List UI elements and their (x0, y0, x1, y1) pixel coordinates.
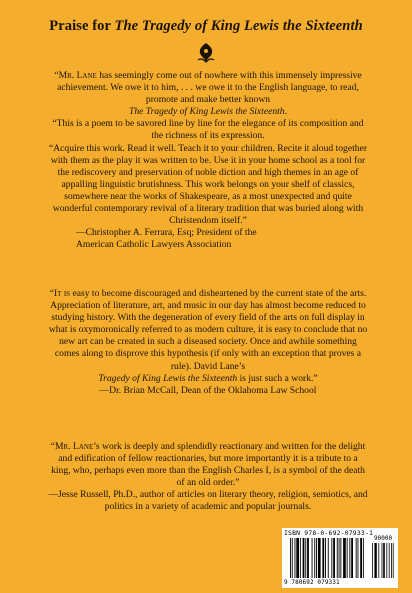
barcode-bar (318, 538, 321, 578)
quote-ferrara-p1-end: . (284, 106, 288, 118)
quote-mccall-attribution: —Dr. Brian McCall, Dean of the Oklahoma Law School (99, 384, 317, 396)
barcode-bar (295, 538, 296, 578)
addon-barcode-bar (374, 543, 376, 578)
quote-russell-text: ’s work is deeply and splendidly reactionary and written for the delight and edification of fellow reactionaries, but more importantly it is a tribute to a king, who, perhaps even more than the English Charles I, is a symbol of the death of an old order.” (51, 441, 366, 489)
barcode-bar (316, 538, 317, 578)
quote-ferrara (48, 70, 368, 251)
addon-barcode-bar (386, 543, 387, 578)
barcode-bar (358, 538, 359, 578)
addon-barcode-bar (383, 543, 385, 578)
addon-barcode-bar (372, 543, 373, 578)
barcode-bar (351, 538, 353, 578)
barcode-bar (303, 538, 305, 578)
quote-ferrara-attribution-1: —Christopher A. Ferrara, Esq; President of the (76, 227, 257, 239)
barcode-bar (356, 538, 357, 578)
addon-barcode-bar (389, 543, 390, 578)
barcode-bar (312, 538, 313, 578)
quote-mccall-end: is just such a work.” (237, 372, 318, 384)
quote-russell-attribution: —Jesse Russell, Ph.D., author of articles on literary theory, religion, semiotics, and politics in a variety of academic and popular journals. (48, 489, 368, 513)
barcode-bar (328, 538, 329, 578)
quote-mccall-book-title: Tragedy of King Lewis the Sixteenth (98, 372, 238, 384)
barcode-bar (333, 538, 335, 578)
barcode-bar (360, 538, 362, 578)
barcode-bar (292, 538, 293, 578)
quote-mccall-body: “It is easy to become discouraged and disheartened by the current state of the arts. Appreciation of literature, art, and music in our day has almost become reduced to studying history. With the degeneration of every field of the arts on full display in what is oxymoronically referred to as modern culture, it is easy to conclude that no new art can be created in such a diseased society. Once and awhile something comes along to disprove this hypothesis (if only with an exception that proves a rule). David Lane’s Tragedy of King Lewis the Sixteenth is just such a work.” (48, 288, 368, 384)
addon-barcode-bar (391, 543, 392, 578)
quote-ferrara-book-title: The Tragedy of King Lewis the Sixteenth (128, 106, 285, 118)
quote-ferrara-p3: “Acquire this work. Read it well. Teach it to your children. Recite it aloud together with them as the play it was written to be. Use it in your home school as a tool for the rediscovery and preservation of noble diction and high themes in an age of appalling linguistic brutishness. This work belongs on your shelf of classics, somewhere near the works of Shakespeare, as a most unexpected and quite wonderful contemporary revival of a literary tradition that was buried along with Christendom itself.” (48, 142, 368, 227)
book-title: The Tragedy of King Lewis the Sixteenth (114, 18, 363, 34)
barcode-bar (343, 538, 346, 578)
barcode-bar (337, 538, 338, 578)
barcode-bar (340, 538, 341, 578)
barcode-bar (322, 538, 324, 578)
barcode-bar (307, 538, 309, 578)
addon-barcode-bar (382, 543, 383, 578)
praise-heading-prefix: Praise for (49, 18, 115, 34)
isbn-barcode (282, 528, 398, 588)
barcode-bar (290, 538, 291, 578)
quote-russell (48, 441, 368, 514)
barcode-bar (314, 538, 315, 578)
barcode-bar (296, 538, 299, 578)
quote-ferrara-p1: “Mr. Lane has seemingly come out of nowhere with this immensely impressive achievement. We owe it to him, . . . we owe it to the English language, to read, promote and make better known The Tragedy of King Lewis the Sixteenth. (54, 70, 362, 118)
quote-ferrara-attribution-2: American Catholic Lawyers Association (76, 239, 232, 251)
fleuron-ornament-icon (190, 40, 222, 66)
quote-ferrara-p2: “This is a poem to be savored line by line for the elegance of its composition and the richness of its expression. (52, 118, 364, 142)
isbn-number: ISBN 978-0-692-07933-1 (284, 529, 374, 537)
quote-mccall-text: easy to become discouraged and disheartened by the current state of the arts. Appreciation of literature, art, and music in our day has almost become reduced to studying history. With the degeneration of every field of the arts on full display in what is oxymoronically referred to as modern culture, it is easy to conclude that no new art can be created in such a diseased society. Once and awhile something comes along to disprove this hypothesis (if only with an exception that proves a rule). David Lane’s (48, 288, 368, 372)
barcode-bar (349, 538, 350, 578)
barcode-bar (325, 538, 326, 578)
barcode-digits: 9 780692 079331 (284, 579, 340, 586)
barcode-bar (331, 538, 332, 578)
price-code: 90000 (374, 535, 393, 542)
barcode-bar (347, 538, 348, 578)
quote-russell-lead: Mr. Lane (54, 441, 94, 452)
barcode-bar (363, 538, 364, 578)
barcode-bar (300, 538, 301, 578)
addon-barcode-bar (393, 543, 394, 578)
quote-ferrara-p1-text: has seemingly come out of nowhere with this immensely impressive achievement. We owe it to him, . . . we owe it to the English language, to read, promote and make better known (57, 70, 362, 106)
praise-heading (0, 18, 412, 35)
quote-mccall-lead: It is (53, 288, 71, 299)
addon-barcode-bar (378, 543, 379, 578)
quote-mccall (48, 288, 368, 397)
quote-russell-body: “Mr. Lane’s work is deeply and splendidly reactionary and written for the delight and edification of fellow reactionaries, but more importantly it is a tribute to a king, who, perhaps even more than the English Charles I, is a symbol of the death of an old order.” (50, 441, 366, 489)
barcode-bar (339, 538, 340, 578)
quote-ferrara-lead: Mr. Lane (58, 70, 97, 81)
barcode-bar (305, 538, 306, 578)
